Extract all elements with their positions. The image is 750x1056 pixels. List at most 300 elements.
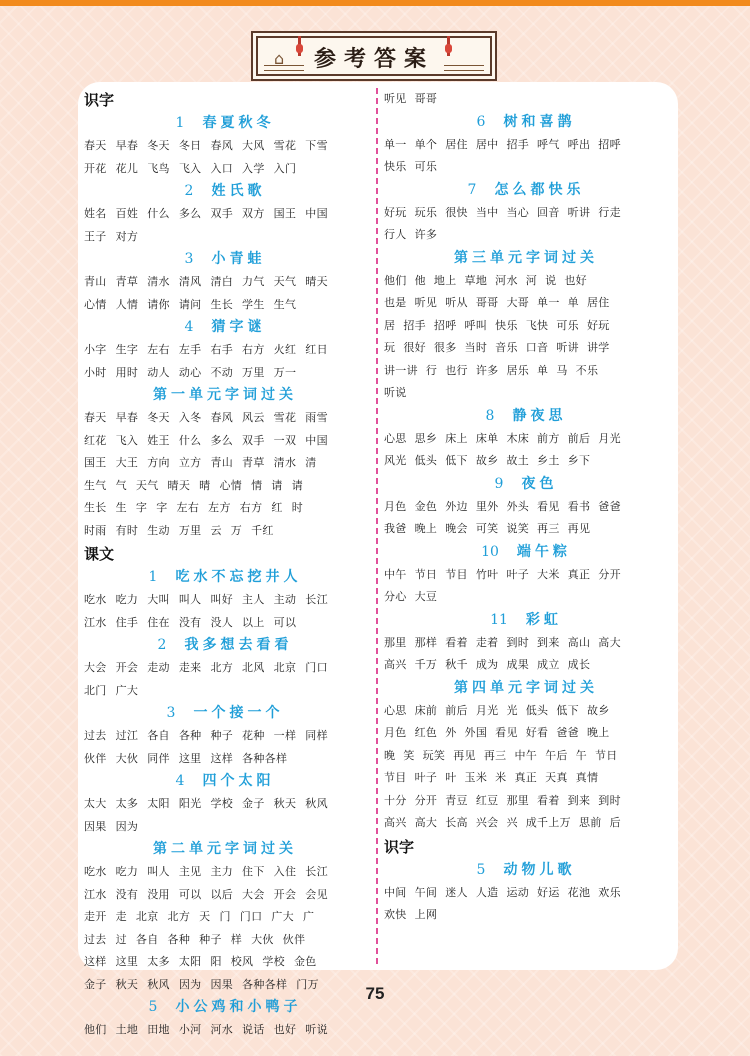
word: 叫好: [210, 593, 234, 606]
word: 玉米: [464, 771, 488, 784]
lesson-title-text: 我多想去看看: [184, 637, 293, 653]
word: 开会: [273, 887, 297, 901]
word: 广: [302, 910, 315, 923]
word: 前后: [567, 431, 591, 445]
word: 中国: [305, 433, 328, 447]
word: 双手: [210, 207, 234, 220]
word: 前方: [537, 431, 560, 445]
word: 低下: [445, 454, 468, 467]
word: 呼出: [567, 137, 591, 151]
word: 听见: [414, 296, 438, 309]
word: 晚上: [414, 522, 438, 535]
word: 行人: [384, 228, 407, 241]
word: 大会: [84, 661, 107, 674]
word: 天真: [545, 771, 568, 784]
word-line: [384, 518, 668, 541]
word: 冬天: [147, 139, 170, 152]
word: 飞入: [115, 433, 139, 447]
word: 外: [445, 726, 457, 739]
word: 气: [115, 478, 127, 492]
word: 不动: [210, 365, 234, 379]
lesson-title: [84, 702, 366, 725]
word-list: [384, 202, 668, 247]
word: 因果: [210, 977, 234, 991]
word: 主力: [210, 865, 234, 878]
word: 前后: [445, 703, 468, 717]
word: 叶子: [506, 567, 530, 581]
word-line: [384, 224, 668, 247]
word: 单个: [414, 137, 438, 151]
word-line: [384, 337, 668, 360]
word: 各自: [147, 729, 170, 742]
word: 竹叶: [475, 567, 499, 581]
word-line: [384, 382, 668, 405]
word: 哥哥: [414, 92, 438, 105]
word: 成长: [567, 658, 591, 671]
word: 红日: [305, 343, 328, 356]
word: 玩: [384, 341, 396, 354]
word-line: [84, 816, 366, 839]
word: 外头: [506, 499, 530, 513]
page-title: 参考答案: [313, 46, 434, 72]
word: 请问: [178, 297, 202, 311]
word: 快乐: [495, 318, 518, 332]
word: 北京: [273, 661, 297, 674]
word: 他们: [84, 1023, 107, 1036]
word: 青豆: [445, 793, 468, 807]
word: 他: [414, 273, 426, 287]
word: 右方: [239, 501, 263, 514]
word: 回音: [537, 205, 560, 219]
word: 春天: [84, 411, 107, 424]
word: 心情: [219, 478, 243, 492]
word: 雪花: [273, 139, 297, 152]
word: 米: [495, 771, 507, 784]
word-line: [84, 475, 366, 498]
word: 生字: [115, 343, 139, 356]
lesson-title-text: 第一单元字词过关: [153, 387, 297, 403]
lesson-title-text: 第三单元字词过关: [454, 249, 598, 266]
lesson-number: 1: [175, 115, 185, 131]
word: 河水: [210, 1023, 234, 1036]
word: 马: [556, 363, 568, 377]
word: 入学: [242, 161, 265, 175]
word: 听从: [445, 296, 468, 309]
word: 金色: [414, 499, 438, 513]
word: 各种各样: [242, 751, 288, 765]
word: 看见: [495, 726, 518, 739]
word: 很多: [433, 341, 457, 354]
word: 单: [567, 296, 579, 309]
word-line: [384, 88, 668, 111]
word: 也好: [273, 1023, 297, 1036]
word: 住下: [242, 865, 265, 878]
word-line: [84, 1019, 366, 1042]
lesson-title: [84, 248, 366, 271]
lesson-number: 8: [485, 407, 495, 424]
word-line: [84, 589, 366, 612]
word-line: [84, 158, 366, 181]
word: 主见: [178, 865, 202, 878]
word: 晴: [199, 478, 211, 492]
word: 左右: [147, 343, 170, 356]
word: 方向: [147, 456, 170, 469]
word: 早春: [115, 139, 139, 152]
word: 叫人: [147, 865, 170, 878]
word: 他们: [384, 273, 407, 287]
word-list: [84, 589, 366, 634]
word: 青山: [210, 456, 234, 469]
word: 入口: [210, 161, 234, 175]
word: 居: [384, 318, 396, 332]
word: 分心: [384, 590, 407, 603]
word: 生: [115, 501, 127, 514]
word: 分开: [598, 567, 621, 581]
word: 姓名: [84, 207, 107, 220]
word: 呼叫: [464, 318, 488, 332]
word: 金子: [242, 797, 265, 810]
word: 秋风: [305, 797, 328, 810]
word-line: [384, 156, 668, 179]
word-list: [84, 657, 366, 702]
word: 天气: [135, 478, 159, 492]
word: 伙伴: [282, 932, 306, 946]
word: 月色: [384, 499, 407, 513]
word: 飞入: [178, 161, 202, 175]
word: 太多: [115, 797, 139, 810]
lesson-title: [84, 634, 366, 657]
word-line: [84, 748, 366, 771]
word: 云: [210, 523, 222, 537]
word: 田地: [147, 1023, 170, 1036]
word: 居中: [475, 137, 499, 151]
word: 种子: [210, 729, 234, 742]
word: 月光: [598, 431, 621, 445]
word: 左右: [176, 501, 200, 514]
word-line: [84, 271, 366, 294]
word: 招手: [506, 137, 530, 151]
word: 青山: [84, 275, 107, 288]
word: 会见: [305, 887, 328, 901]
word: 人情: [115, 297, 139, 311]
section-heading: 识字: [384, 837, 415, 856]
word: 听说: [384, 386, 407, 399]
left-column: [84, 88, 366, 1042]
word: 居住: [445, 137, 468, 151]
word: 晚上: [586, 726, 610, 739]
column-divider: [376, 88, 378, 964]
word: 太大: [84, 797, 107, 810]
word: 过江: [115, 729, 139, 742]
word-line: [384, 790, 668, 813]
word: 叶子: [414, 771, 438, 784]
word: 时雨: [84, 523, 107, 537]
lesson-title: [84, 112, 366, 135]
word: 一样: [273, 729, 297, 742]
word: 住手: [115, 615, 139, 629]
word: 大米: [537, 567, 560, 581]
page-number: 75: [365, 984, 385, 1003]
word: 节日: [414, 567, 438, 581]
word-line: [384, 586, 668, 609]
word: 清风: [178, 275, 202, 288]
word: 这里: [115, 955, 139, 968]
word: 情: [251, 478, 263, 492]
word: 思乡: [414, 431, 438, 445]
word: 晴天: [167, 478, 191, 492]
word: 呼气: [537, 137, 560, 151]
word: 成果: [506, 658, 530, 671]
lesson-title-text: 动物儿歌: [503, 861, 576, 878]
word: 吃力: [115, 865, 139, 878]
word: 各自: [135, 932, 159, 946]
word-line: [384, 632, 668, 655]
word: 冬天: [147, 411, 170, 424]
word: 雨雪: [305, 411, 328, 424]
word: 长江: [305, 865, 328, 878]
word: 不乐: [575, 363, 599, 377]
word: 没有: [115, 887, 139, 901]
word: 千万: [414, 658, 438, 671]
word: 单一: [537, 296, 560, 309]
word: 里外: [475, 499, 499, 513]
word: 小河: [178, 1023, 202, 1036]
word: 多么: [210, 433, 234, 447]
lesson-title: [384, 677, 668, 700]
word-line: [384, 812, 668, 835]
word: 行: [425, 363, 438, 377]
lesson-number: 11: [490, 611, 508, 628]
word: 用时: [115, 365, 139, 379]
word-list: [84, 861, 366, 996]
word: 北风: [242, 661, 265, 674]
word: 秋天: [115, 977, 139, 991]
word: 到来: [567, 793, 591, 807]
word: 地上: [433, 273, 457, 287]
word: 吃力: [115, 593, 139, 606]
word: 看着: [537, 793, 560, 807]
word-list: [384, 134, 668, 179]
word: 多么: [178, 207, 202, 220]
word-line: [384, 882, 668, 905]
word: 北门: [84, 683, 107, 697]
word: 上网: [414, 908, 438, 921]
word: 迷人: [445, 885, 468, 899]
word: 伙伴: [84, 751, 107, 765]
word: 低下: [556, 703, 579, 717]
word: 后: [609, 816, 621, 829]
word-line: [384, 496, 668, 519]
word: 开花: [84, 161, 107, 175]
word-line: [84, 951, 366, 974]
word: 思前: [578, 816, 602, 829]
word: 双手: [242, 433, 265, 447]
lesson-title: [384, 405, 668, 428]
lesson-title: [384, 541, 668, 564]
word: 草地: [464, 273, 488, 287]
word: 江水: [84, 615, 107, 629]
word-list: [384, 632, 668, 677]
word: 清白: [210, 275, 234, 288]
word: 叫人: [178, 593, 202, 606]
word: 动人: [147, 365, 170, 379]
word: 太阳: [178, 955, 202, 968]
word: 清水: [147, 275, 170, 288]
word: 清水: [273, 456, 297, 469]
lesson-title: [84, 316, 366, 339]
header-banner: [256, 36, 492, 76]
word-line: [84, 680, 366, 703]
word: 土地: [115, 1023, 139, 1036]
word-list: [384, 270, 668, 405]
word-line: [84, 861, 366, 884]
word: 床单: [475, 431, 499, 445]
word: 大伙: [115, 751, 139, 765]
word: 乡土: [537, 454, 560, 467]
word-line: [384, 360, 668, 383]
lesson-title-text: 夜色: [521, 475, 558, 492]
word: 哥哥: [475, 296, 499, 309]
word: 秋千: [445, 658, 468, 671]
word: 花儿: [115, 161, 139, 175]
lesson-title: [84, 566, 366, 589]
word: 北京: [135, 910, 159, 923]
word: 请你: [147, 297, 170, 311]
word: 万里: [242, 365, 265, 379]
word: 很好: [403, 341, 426, 354]
word-line: [84, 135, 366, 158]
word: 故乡: [586, 703, 610, 717]
word: 大伙: [251, 932, 274, 946]
word-list: [84, 1019, 366, 1042]
word: 请: [271, 478, 283, 492]
word: 那里: [506, 793, 530, 807]
word: 万里: [178, 523, 202, 537]
word: 阳光: [178, 797, 202, 810]
word: 百姓: [115, 207, 139, 220]
word: 国王: [84, 456, 107, 469]
word: 同样: [305, 729, 328, 742]
word: 样: [230, 932, 243, 946]
word: 春风: [210, 411, 234, 424]
word: 门: [219, 910, 231, 923]
word: 行走: [598, 205, 621, 219]
lesson-number: 3: [166, 705, 176, 721]
word: 玩乐: [414, 205, 438, 219]
word: 过: [115, 932, 127, 946]
word: 招手: [403, 318, 426, 332]
word: 也是: [384, 296, 407, 309]
word: 右方: [242, 343, 265, 356]
word-line: [84, 203, 366, 226]
word: 河: [525, 273, 538, 287]
word: 大风: [242, 139, 265, 152]
word-line: [84, 497, 366, 520]
word: 生气: [273, 297, 297, 311]
word: 学校: [262, 955, 285, 968]
word: 这样: [84, 955, 107, 968]
word: 故乡: [475, 454, 499, 467]
word: 红豆: [475, 793, 499, 807]
word: 兴: [506, 816, 518, 829]
word: 广大: [271, 910, 294, 923]
word: 再三: [537, 522, 560, 535]
word: 月色: [384, 726, 407, 739]
word-line: [384, 428, 668, 451]
word-line: [84, 339, 366, 362]
word-line: [84, 294, 366, 317]
word: 双方: [242, 207, 265, 220]
word-list: [84, 793, 366, 838]
word: 飞鸟: [147, 161, 170, 175]
lesson-title-text: 小青蛙: [211, 251, 266, 267]
word: 秋天: [273, 797, 297, 810]
word: 过去: [84, 932, 107, 946]
word: 笑: [403, 748, 415, 762]
lesson-number: 3: [184, 251, 194, 267]
word: 低头: [414, 454, 438, 467]
word: 走动: [147, 661, 170, 674]
word-line: [384, 722, 668, 745]
word: 叶: [445, 771, 457, 784]
lesson-title: [384, 179, 668, 202]
word: 没人: [210, 615, 234, 629]
word-line: [84, 362, 366, 385]
word: 中间: [384, 885, 407, 899]
lesson-title: [84, 770, 366, 793]
word: 说笑: [506, 522, 530, 535]
word: 外国: [464, 726, 488, 739]
lesson-title-text: 静夜思: [512, 407, 567, 424]
word-list: [384, 496, 668, 541]
word-list: [384, 700, 668, 835]
word: 中国: [305, 207, 328, 220]
lesson-title-text: 第二单元字词过关: [153, 841, 297, 857]
word: 长江: [305, 593, 328, 606]
word: 风光: [384, 454, 407, 467]
word: 分开: [414, 793, 438, 807]
word: 立方: [178, 456, 202, 469]
word: 讲学: [586, 341, 610, 354]
lesson-title-text: 一个接一个: [193, 705, 284, 721]
word: 请: [291, 478, 303, 492]
lesson-title: [384, 111, 668, 134]
word: 真正: [514, 771, 538, 784]
section-heading: 课文: [84, 545, 115, 563]
lesson-number: 5: [148, 999, 158, 1015]
word: 秋风: [147, 977, 170, 991]
lesson-title-text: 春夏秋冬: [202, 115, 275, 131]
word: 节日: [594, 748, 618, 762]
word: 可以: [273, 615, 297, 629]
word: 快乐: [384, 160, 407, 173]
word: 高大: [598, 635, 621, 649]
word: 红色: [414, 726, 438, 739]
word: 到时: [598, 793, 621, 807]
word: 爸爸: [598, 499, 621, 513]
word: 吃水: [84, 865, 107, 878]
word: 再三: [483, 748, 507, 762]
word: 节目: [445, 567, 468, 581]
word: 字: [135, 501, 148, 514]
word: 春风: [210, 139, 234, 152]
word: 当中: [475, 205, 499, 219]
word-line: [384, 654, 668, 677]
word: 下雪: [305, 139, 328, 152]
word: 也行: [445, 363, 468, 377]
word: 主人: [242, 593, 265, 606]
word: 王子: [84, 229, 107, 243]
